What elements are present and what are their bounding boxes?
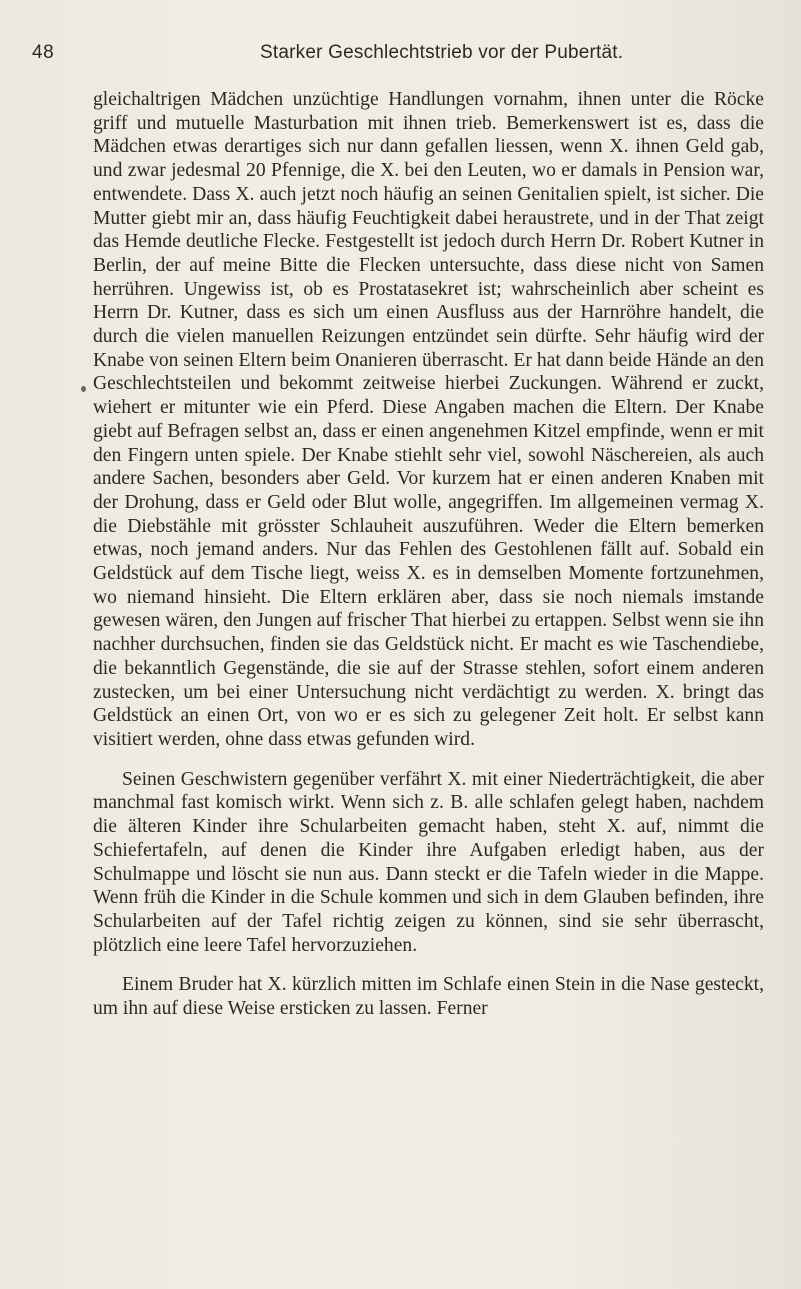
paragraph-1: gleichaltrigen Mädchen unzüchtige Handlungen vornahm, ihnen unter die Röcke griff und mutuelle Masturbation mit ihnen trieb. Bemerkenswert ist es, dass die Mädchen etwas derartiges sich nur dann gefallen liessen, wenn X. ihnen Geld gab, und zwar jedesmal 20 Pfennige, die X. bei den Leuten, wo er damals in Pension war, entwendete. Dass X. auch jetzt noch häufig an seinen Genitalien spielt, ist sicher. Die Mutter giebt mir an, dass häufig Feuchtigkeit dabei heraustrete, und in der That zeigt das Hemde deutliche Flecke. Festgestellt ist jedoch durch Herrn Dr. Robert Kutner in Berlin, der auf meine Bitte die Flecken untersuchte, dass diese nicht von Samen herrühren. Ungewiss ist, ob es Prostatasekret ist; wahrscheinlich aber scheint es Herrn Dr. Kutner, dass es sich um einen Ausfluss aus der Harnröhre handelt, die durch die vielen manuellen Reizungen entzündet sein dürfte. Sehr häufig wird der Knabe von seinen Eltern beim Onanieren überrascht. Er hat dann beide Hände an den Geschlechtsteilen und bekommt zeitweise hierbei Zuckungen. Während er zuckt, wiehert er mitunter wie ein Pferd. Diese Angaben machen die Eltern. Der Knabe giebt auf Befragen selbst an, dass er einen angenehmen Kitzel empfinde, wenn er mit den Fingern unten spiele. Der Knabe stiehlt sehr viel, sowohl Näschereien, als auch andere Sachen, besonders aber Geld. Vor kurzem hat er einen anderen Knaben mit der Drohung, dass er Geld oder Blut wolle, angegriffen. Im allgemeinen vermag X. die Diebstähle mit grösster Schlauheit auszuführen. Weder die Eltern bemerken etwas, noch jemand anders. Nur das Fehlen des Gestohlenen fällt auf. Sobald ein Geldstück auf dem Tische liegt, weiss X. es in demselben Momente fortzunehmen, wo niemand hinsieht. Die Eltern erklären aber, dass sie noch niemals imstande gewesen wären, den Jungen auf frischer That hierbei zu ertappen. Selbst wenn sie ihn nachher durchsuchen, finden sie das Geldstück nicht. Er macht es wie Taschendiebe, die bekanntlich Gegenstände, die sie auf der Strasse stehlen, sofort einem anderen zustecken, um bei einer Untersuchung nicht verdächtigt zu werden. X. bringt das Geldstück an einen Ort, von wo er es sich zu gelegener Zeit holt. Er selbst kann visitiert werden, ohne dass etwas gefunden wird. [93, 89, 764, 750]
margin-mark [81, 386, 86, 392]
body-text [93, 88, 764, 1021]
page-number: 48 [32, 42, 55, 63]
paragraph-2: Seinen Geschwistern gegenüber verfährt X. mit einer Niederträchtigkeit, die aber manchmal fast komisch wirkt. Wenn sich z. B. alle schlafen gelegt haben, nachdem die älteren Kinder ihre Schularbeiten gemacht haben, steht X. auf, nimmt die Schiefertafeln, auf denen die Kinder ihre Aufgaben erledigt haben, aus der Schulmappe und löscht sie nun aus. Dann steckt er die Tafeln wieder in die Mappe. Wenn früh die Kinder in die Schule kommen und sich in dem Glauben befinden, ihre Schularbeiten auf der Tafel richtig zeigen zu können, sind sie sehr überrascht, plötzlich eine leere Tafel hervorzuziehen. [93, 768, 764, 956]
paragraph-gap [93, 957, 764, 973]
running-title: Starker Geschlechtstrieb vor der Pubertät. [260, 42, 624, 63]
paragraph-gap [93, 752, 764, 768]
paragraph-3: Einem Bruder hat X. kürzlich mitten im Schlafe einen Stein in die Nase gesteckt, um ihn auf diese Weise ersticken zu lassen. Ferner [93, 974, 764, 1020]
page-header [0, 42, 801, 68]
